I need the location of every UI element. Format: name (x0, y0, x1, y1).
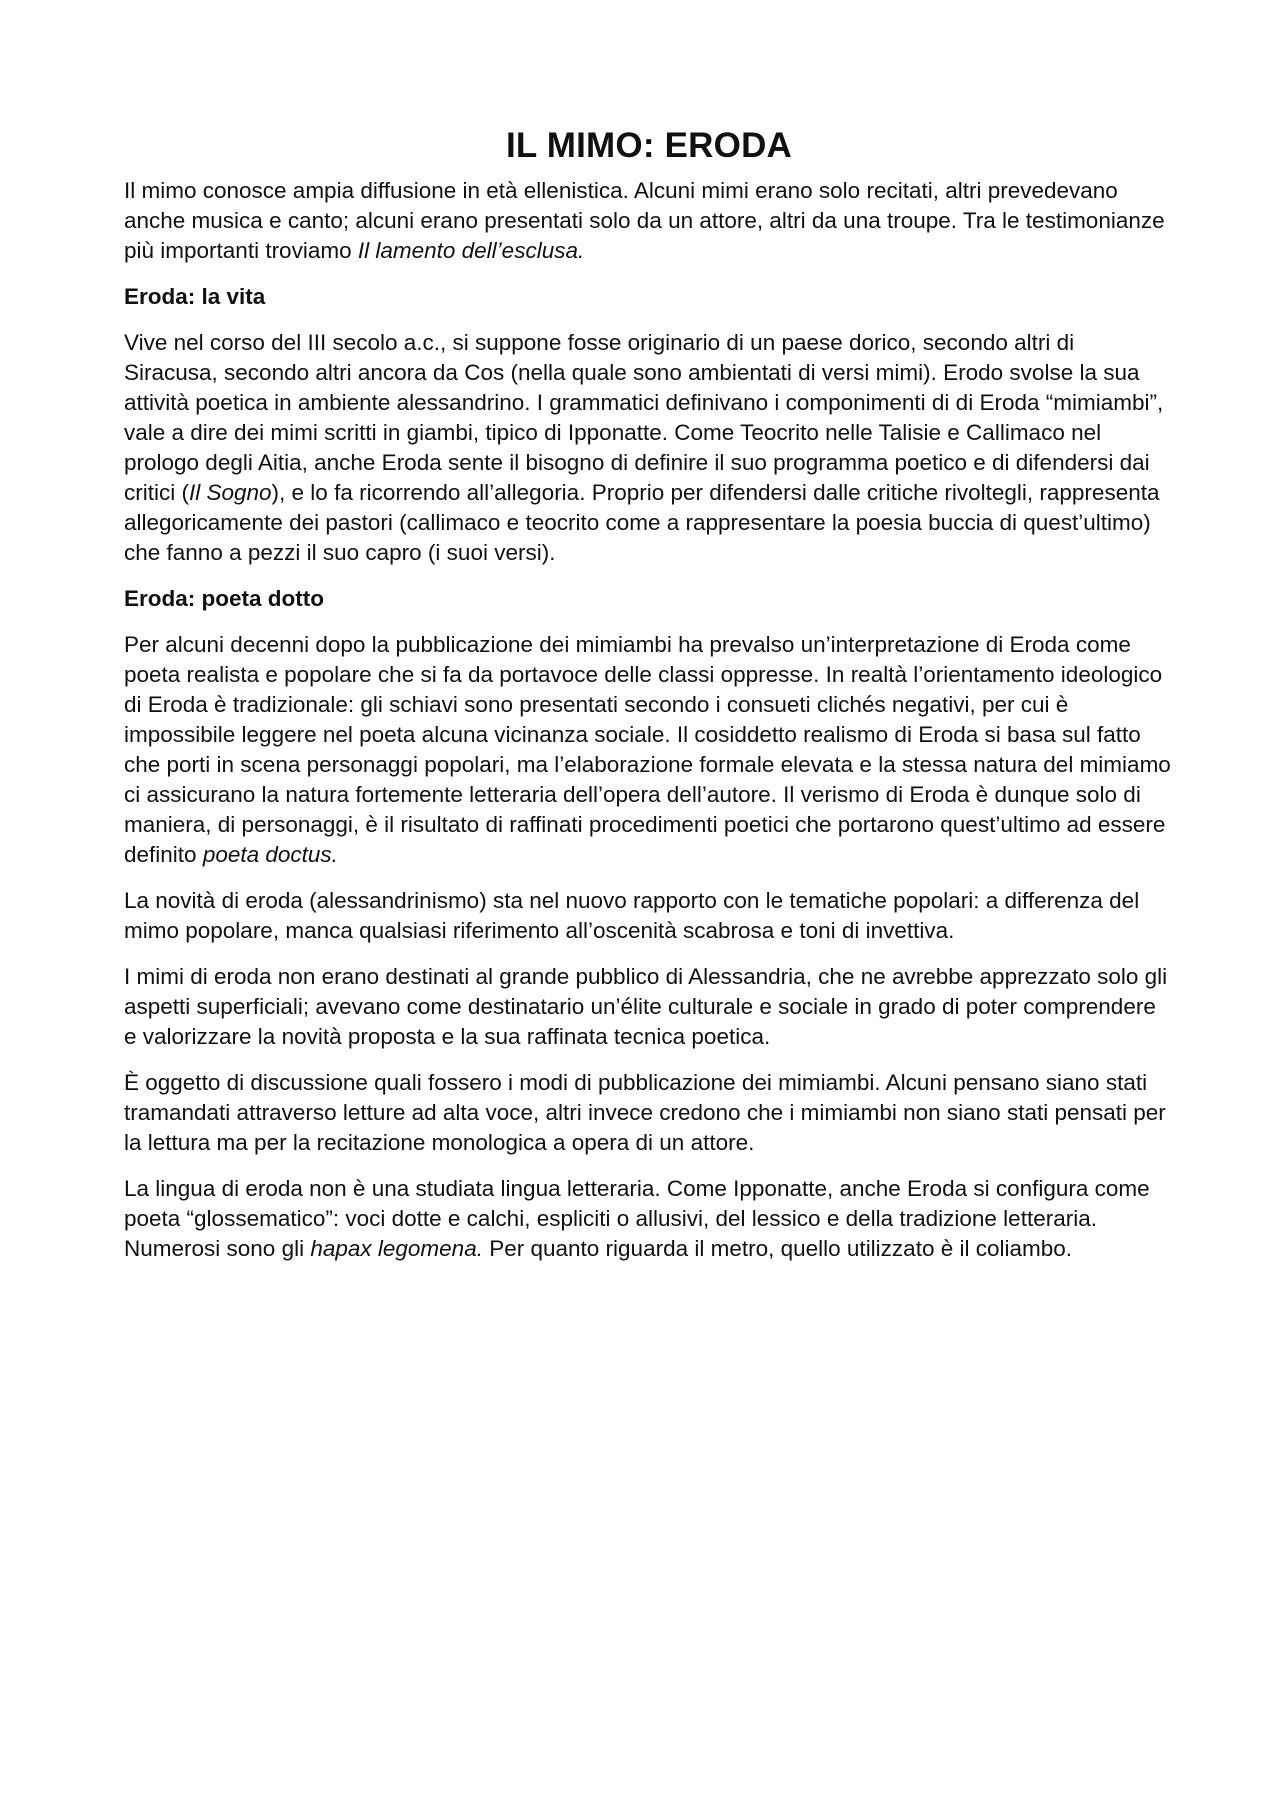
poeta-dotto-paragraph-4: È oggetto di discussione quali fossero i modi di pubblicazione dei mimiambi. Alcuni pensano siano stati tramandati attraverso letture ad alta voce, altri invece credono che i mimiambi non siano stati pensati per la lettura ma per la recitazione monologica a opera di un attore. (124, 1070, 1166, 1155)
vita-text-b: ), e lo fa ricorrendo all’allegoria. Proprio per difendersi dalle critiche rivoltegli, rappresenta allegoricamente dei pastori (callimaco e teocrito come a rappresentare la poesia buccia di quest’ultimo) che fanno a pezzi il suo capro (i suoi versi). (124, 480, 1160, 565)
document-page (124, 126, 1174, 1280)
vita-text-a: Vive nel corso del III secolo a.c., si suppone fosse originario di un paese dorico, secondo altri di Siracusa, secondo altri ancora da Cos (nella quale sono ambientati di versi mimi). Erodo svolse la sua attività poetica in ambiente alessandrino. I grammatici definivano i componimenti di di Eroda “mimiambi”, vale a dire dei mimi scritti in giambi, tipico di Ipponatte. Come Teocrito nelle Talisie e Callimaco nel prologo degli Aitia, anche Eroda sente il bisogno di definire il suo programma poetico e di difendersi dai critici ( (124, 330, 1164, 505)
poeta-dotto-paragraph-3: I mimi di eroda non erano destinati al grande pubblico di Alessandria, che ne avrebbe apprezzato solo gli aspetti superficiali; avevano come destinatario un’élite culturale e sociale in grado di poter comprendere e valorizzare la novità proposta e la sua raffinata tecnica poetica. (124, 964, 1168, 1049)
poeta-dotto-paragraph-1 (124, 630, 1174, 870)
vita-italic-sogno: Il Sogno (188, 480, 272, 505)
lingua-text-a: La lingua di eroda non è una studiata lingua letteraria. Come Ipponatte, anche Eroda si configura come poeta “glossematico”: voci dotte e calchi, espliciti o allusivi, del lessico e della tradizione letteraria. Numerosi sono gli (124, 1176, 1150, 1261)
section-heading-poeta-dotto: Eroda: poeta dotto (124, 586, 324, 611)
intro-paragraph (124, 176, 1174, 266)
poeta-doctus-italic: poeta doctus. (202, 842, 338, 867)
intro-text: Il mimo conosce ampia diffusione in età ellenistica. Alcuni mimi erano solo recitati, altri prevedevano anche musica e canto; alcuni erano presentati solo da un attore, altri da una troupe. Tra le testimonianze più importanti troviamo (124, 178, 1165, 263)
poeta-dotto-text: Per alcuni decenni dopo la pubblicazione dei mimiambi ha prevalso un’interpretazione di Eroda come poeta realista e popolare che si fa da portavoce delle classi oppresse. In realtà l’orientamento ideologico di Eroda è tradizionale: gli schiavi sono presentati secondo i consueti clichés negativi, per cui è impossibile leggere nel poeta alcuna vicinanza sociale. Il cosiddetto realismo di Eroda si basa sul fatto che porti in scena personaggi popolari, ma l’elaborazione formale elevata e la stessa natura del mimiamo ci assicurano la natura fortemente letteraria dell’opera dell’autore. Il verismo di Eroda è dunque solo di maniera, di personaggi, è il risultato di raffinati procedimenti poetici che portarono quest’ultimo ad essere definito (124, 632, 1171, 867)
vita-paragraph (124, 328, 1174, 568)
section-heading-vita: Eroda: la vita (124, 284, 266, 309)
poeta-dotto-paragraph-5 (124, 1174, 1174, 1264)
intro-italic-title: Il lamento dell’esclusa. (357, 238, 585, 263)
poeta-dotto-paragraph-2: La novità di eroda (alessandrinismo) sta nel nuovo rapporto con le tematiche popolari: a differenza del mimo popolare, manca qualsiasi riferimento all’oscenità scabrosa e toni di invettiva. (124, 888, 1140, 943)
hapax-italic: hapax legomena. (310, 1236, 483, 1261)
lingua-text-b: Per quanto riguarda il metro, quello utilizzato è il coliambo. (482, 1236, 1073, 1261)
page-title: IL MIMO: ERODA (505, 126, 793, 165)
